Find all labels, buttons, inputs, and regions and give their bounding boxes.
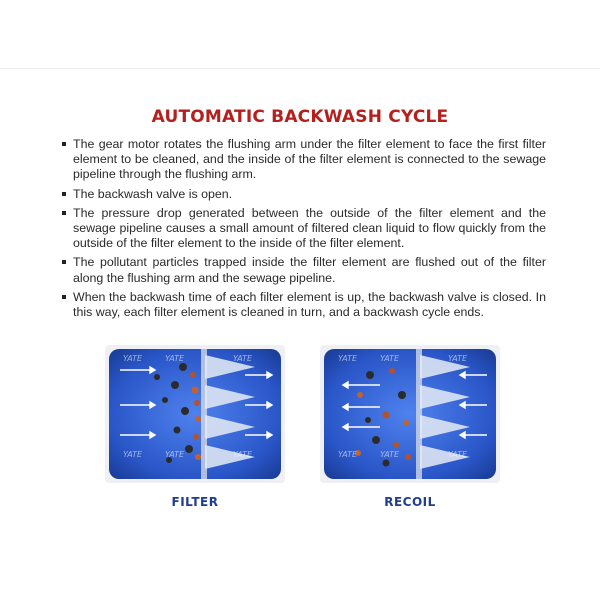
bullet-list <box>62 137 546 324</box>
recoil-diagram-svg <box>320 345 500 483</box>
svg-text:YATE: YATE <box>165 450 185 459</box>
top-divider <box>0 68 600 69</box>
svg-text:YATE: YATE <box>448 450 468 459</box>
bullet-icon <box>62 142 66 146</box>
filter-diagram <box>105 345 285 483</box>
bullet-icon <box>62 295 66 299</box>
panel-background <box>324 349 496 479</box>
recoil-diagram <box>320 345 500 483</box>
list-item <box>62 137 546 183</box>
bullet-text: When the backwash time of each filter element is up, the backwash valve is closed. In this way, each filter element is cleaned in turn, and a backwash cycle ends. <box>73 289 546 320</box>
list-item <box>62 206 546 252</box>
svg-text:YATE: YATE <box>338 354 358 363</box>
svg-text:YATE: YATE <box>165 354 185 363</box>
bullet-text: The gear motor rotates the flushing arm under the filter element to face the first filter element to be cleaned, and the inside of the filter element is connected to the sewage pipeline through the flushing arm. <box>73 137 546 182</box>
svg-text:YATE: YATE <box>123 450 143 459</box>
svg-text:YATE: YATE <box>338 450 358 459</box>
list-item <box>62 187 546 202</box>
bullet-icon <box>62 260 66 264</box>
svg-text:YATE: YATE <box>448 354 468 363</box>
filter-caption: FILTER <box>171 495 219 509</box>
bullet-text: The backwash valve is open. <box>73 186 233 201</box>
list-item <box>62 290 546 320</box>
bullet-icon <box>62 192 66 196</box>
svg-text:YATE: YATE <box>233 450 253 459</box>
list-item <box>62 255 546 285</box>
svg-text:YATE: YATE <box>380 450 400 459</box>
svg-text:YATE: YATE <box>380 354 400 363</box>
recoil-caption: RECOIL <box>384 495 436 509</box>
bullet-text: The pollutant particles trapped inside the filter element are flushed out of the filter along the flushing arm and the sewage pipeline. <box>73 255 546 285</box>
svg-text:YATE: YATE <box>233 354 253 363</box>
svg-text:YATE: YATE <box>123 354 143 363</box>
filter-diagram-svg <box>105 345 285 483</box>
page-title: AUTOMATIC BACKWASH CYCLE <box>151 107 449 127</box>
panel-background <box>109 349 281 479</box>
bullet-text: The pressure drop generated between the outside of the filter element and the sewage pipeline causes a small amount of filtered clean liquid to flow quickly from the outside of the filter element to the inside of the filter element. <box>73 205 546 251</box>
bullet-icon <box>62 211 66 215</box>
